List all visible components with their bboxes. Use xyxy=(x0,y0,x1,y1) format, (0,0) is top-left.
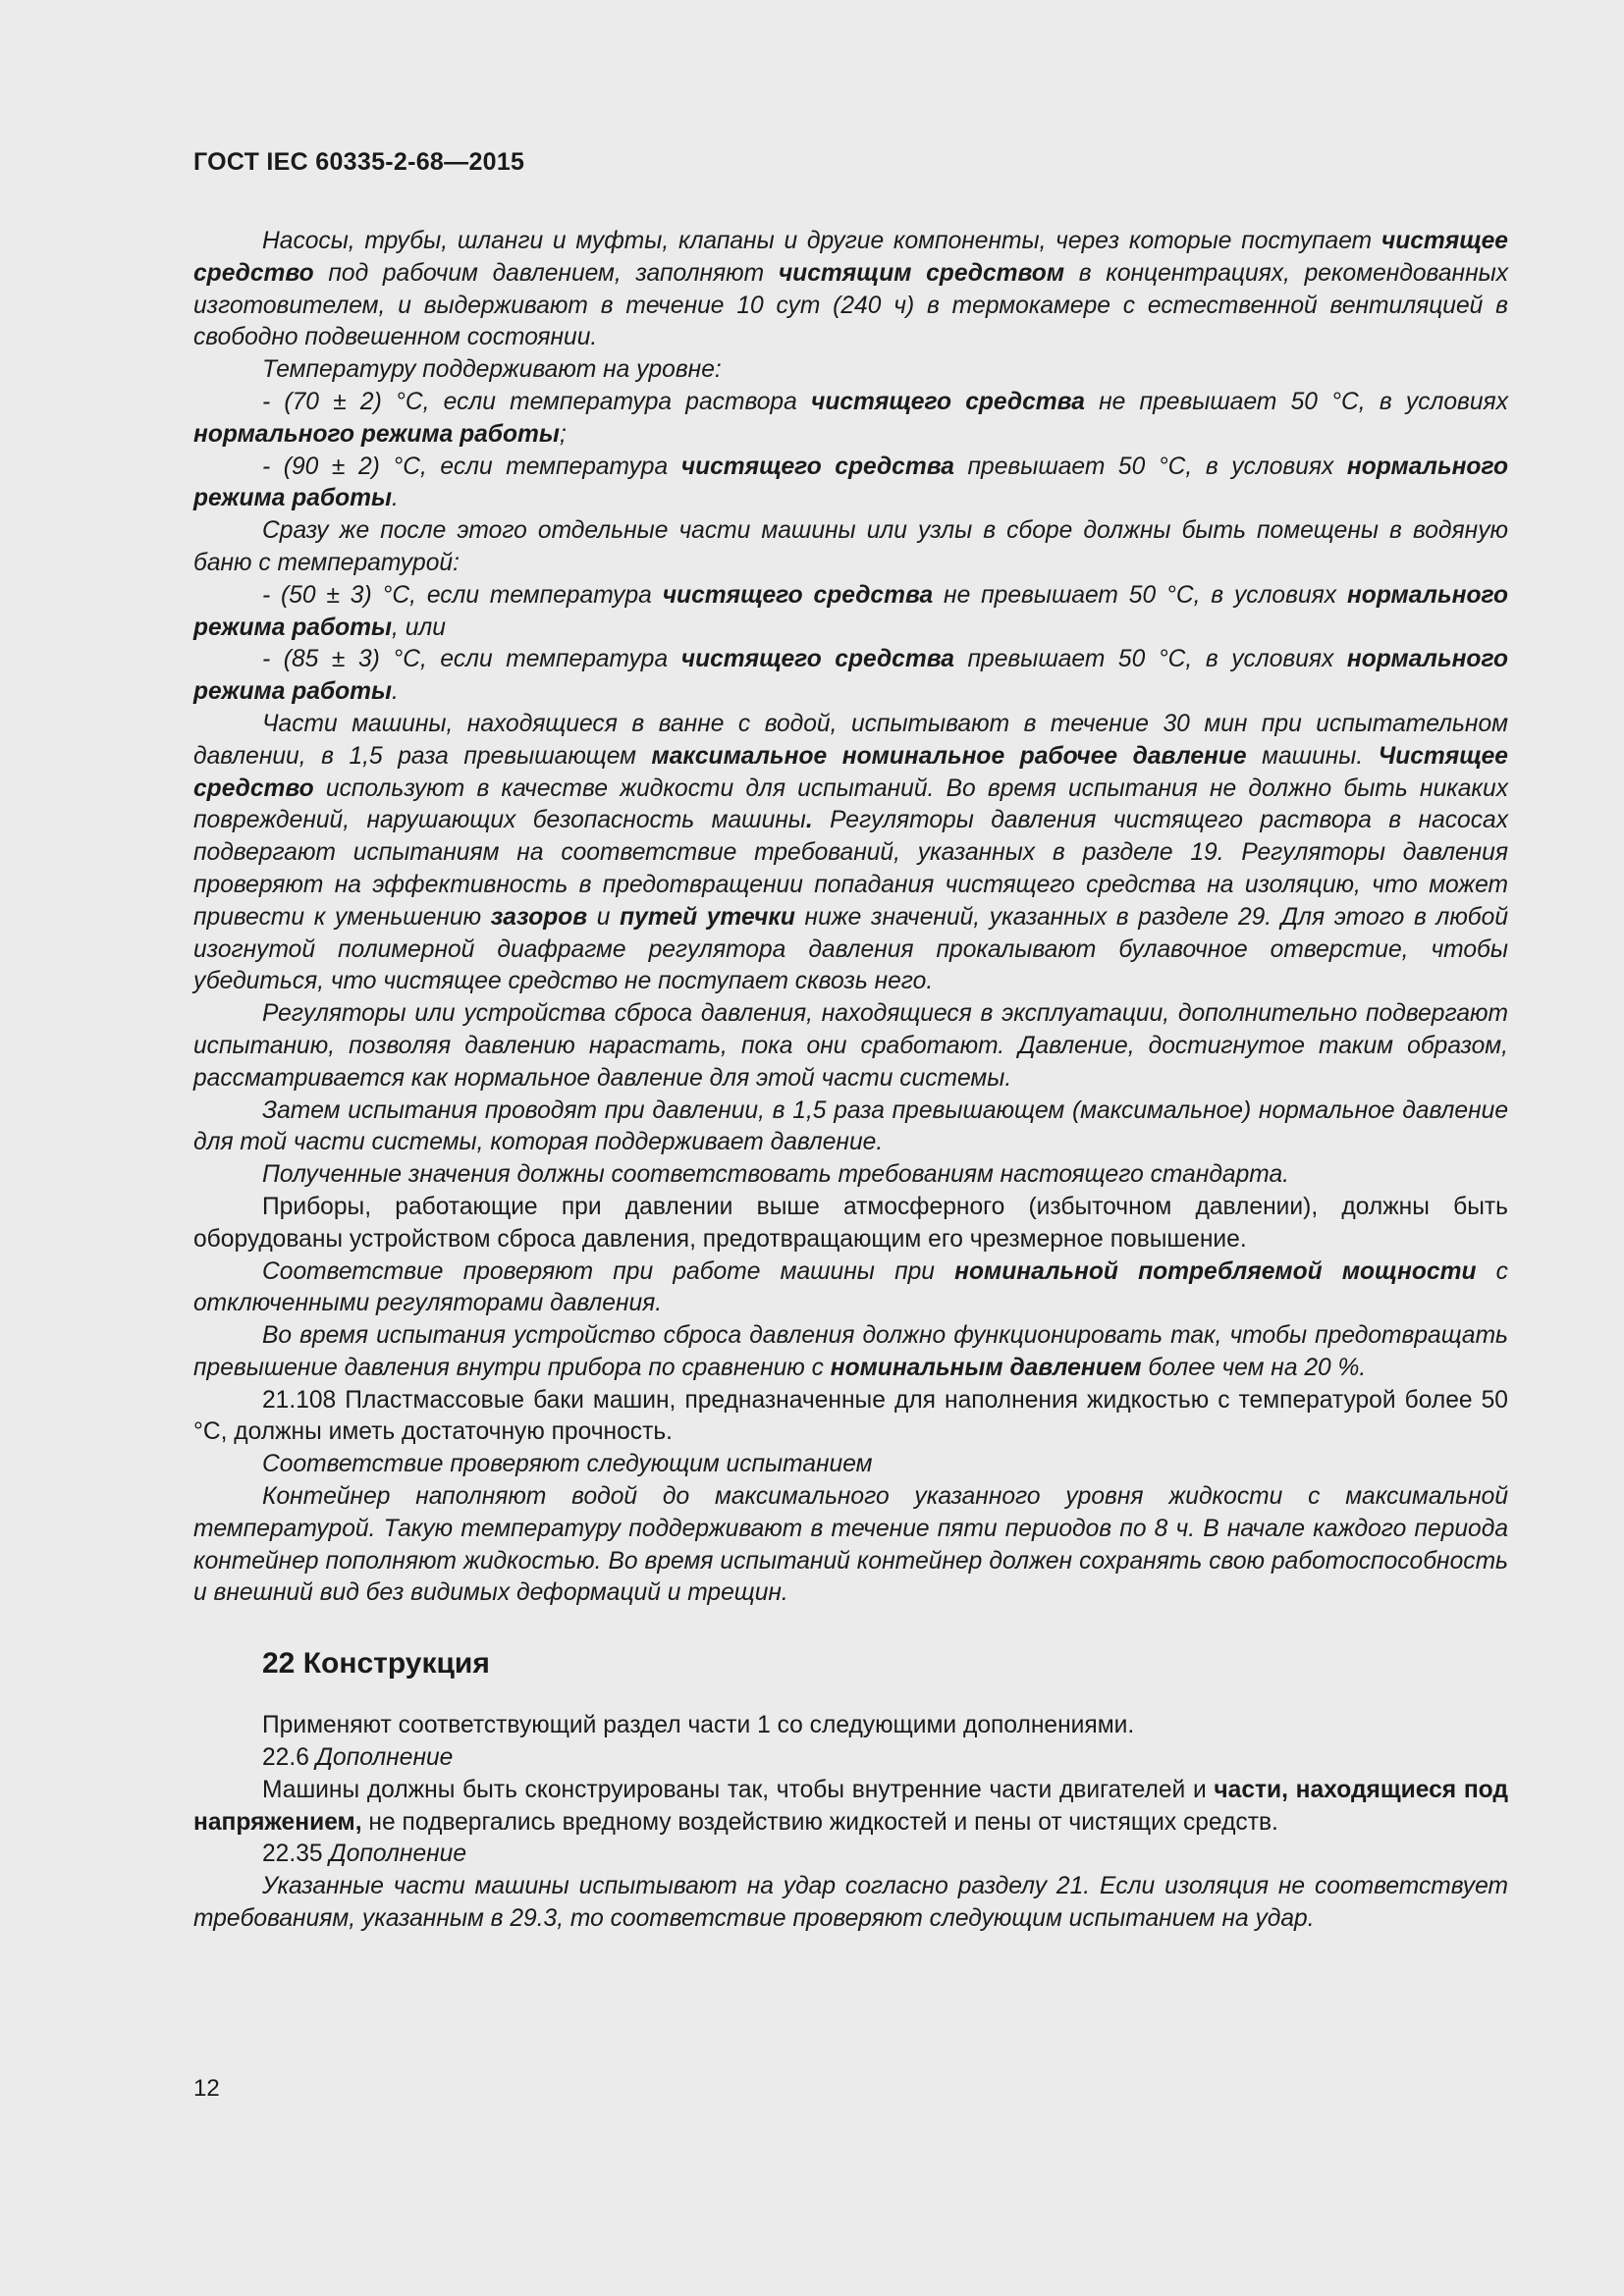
page-number: 12 xyxy=(193,2075,220,2102)
paragraph: Соответствие проверяют при работе машины при номинальной потребляемой мощности с отключенными регуляторами давления. xyxy=(193,1257,1508,1317)
section-body-text xyxy=(193,1710,1508,1936)
paragraph: Применяют соответствующий раздел части 1 со следующими дополнениями. xyxy=(262,1712,1135,1739)
paragraph: 22.35 Дополнение xyxy=(262,1841,467,1868)
paragraph: Во время испытания устройство сброса давления должно функционировать так, чтобы предотвращать превышение давления внутри прибора по сравнению с номинальным давлением более чем на 20 %. xyxy=(193,1322,1508,1381)
paragraph: Регуляторы или устройства сброса давления, находящиеся в эксплуатации, дополнительно подвергают испытанию, позволяя давлению нарастать, пока они сработают. Давление, достигнутое таким образом, рассматривается как нормальное давление для этой части системы. xyxy=(193,1000,1508,1092)
paragraph: Машины должны быть сконструированы так, чтобы внутренние части двигателей и части, находящиеся под напряжением, не подвергались вредному воздействию жидкостей и пены от чистящих средств. xyxy=(193,1776,1508,1836)
paragraph: Температуру поддерживают на уровне: xyxy=(262,356,722,384)
paragraph: Полученные значения должны соответствовать требованиям настоящего стандарта. xyxy=(262,1161,1289,1189)
paragraph: Контейнер наполняют водой до максимального указанного уровня жидкости с максимальной температурой. Такую температуру поддерживают в течение пяти периодов по 8 ч. В начале каждого периода контейнер пополняют жидкостью. Во время испытаний контейнер должен сохранять свою работоспособность и внешний вид без видимых деформаций и трещин. xyxy=(193,1483,1508,1607)
document-header: ГОСТ IEC 60335-2-68—2015 xyxy=(193,148,525,176)
paragraph: Насосы, трубы, шланги и муфты, клапаны и другие компоненты, через которые поступает чистящее средство под рабочим давлением, заполняют чистящим средством в концентрациях, рекомендованных изготовителем, и выдерживают в течение 10 сут (240 ч) в термокамере с естественной вентиляцией в свободно подвешенном состоянии. xyxy=(193,228,1508,351)
paragraph: Приборы, работающие при давлении выше атмосферного (избыточном давлении), должны быть оборудованы устройством сброса давления, предотвращающим его чрезмерное повышение. xyxy=(193,1193,1508,1253)
body-text xyxy=(193,226,1508,1610)
paragraph: Соответствие проверяют следующим испытанием xyxy=(262,1451,873,1478)
section-heading: 22 Конструкция xyxy=(262,1647,490,1681)
paragraph: Сразу же после этого отдельные части машины или узлы в сборе должны быть помещены в водяную баню с температурой: xyxy=(193,517,1508,576)
paragraph: - (50 ± 3) °С, если температура чистящего средства не превышает 50 °С, в условиях нормального режима работы, или xyxy=(193,581,1508,641)
paragraph: Части машины, находящиеся в ванне с водой, испытывают в течение 30 мин при испытательном давлении, в 1,5 раза превышающем максимальное номинальное рабочее давление машины. Чистящее средство используют в качестве жидкости для испытаний. Во время испытания не должно быть никаких повреждений, нарушающих безопасность машины. Регуляторы давления чистящего раствора в насосах подвергают испытаниям на соответствие требований, указанных в разделе 19. Регуляторы давления проверяют на эффективность в предотвращении попадания чистящего средства на изоляцию, что может привести к уменьшению зазоров и путей утечки ниже значений, указанных в разделе 29. Для этого в любой изогнутой полимерной диафрагме регулятора давления прокалывают булавочное отверстие, чтобы убедиться, что чистящее средство не поступает сквозь него. xyxy=(193,710,1509,995)
paragraph: Указанные части машины испытывают на удар согласно разделу 21. Если изоляция не соответствует требованиям, указанным в 29.3, то соответствие проверяют следующим испытанием на удар. xyxy=(193,1873,1508,1933)
paragraph: 21.108 Пластмассовые баки машин, предназначенные для наполнения жидкостью с температурой более 50 °С, должны иметь достаточную прочность. xyxy=(193,1386,1508,1446)
paragraph: - (90 ± 2) °С, если температура чистящего средства превышает 50 °С, в условиях нормального режима работы. xyxy=(193,453,1508,512)
paragraph: - (70 ± 2) °С, если температура раствора чистящего средства не превышает 50 °С, в условиях нормального режима работы; xyxy=(193,388,1508,448)
paragraph: 22.6 Дополнение xyxy=(262,1744,454,1772)
paragraph: - (85 ± 3) °С, если температура чистящего средства превышает 50 °С, в условиях нормального режима работы. xyxy=(193,646,1508,706)
paragraph: Затем испытания проводят при давлении, в 1,5 раза превышающем (максимальное) нормальное давление для той части системы, которая поддерживает давление. xyxy=(193,1096,1508,1156)
